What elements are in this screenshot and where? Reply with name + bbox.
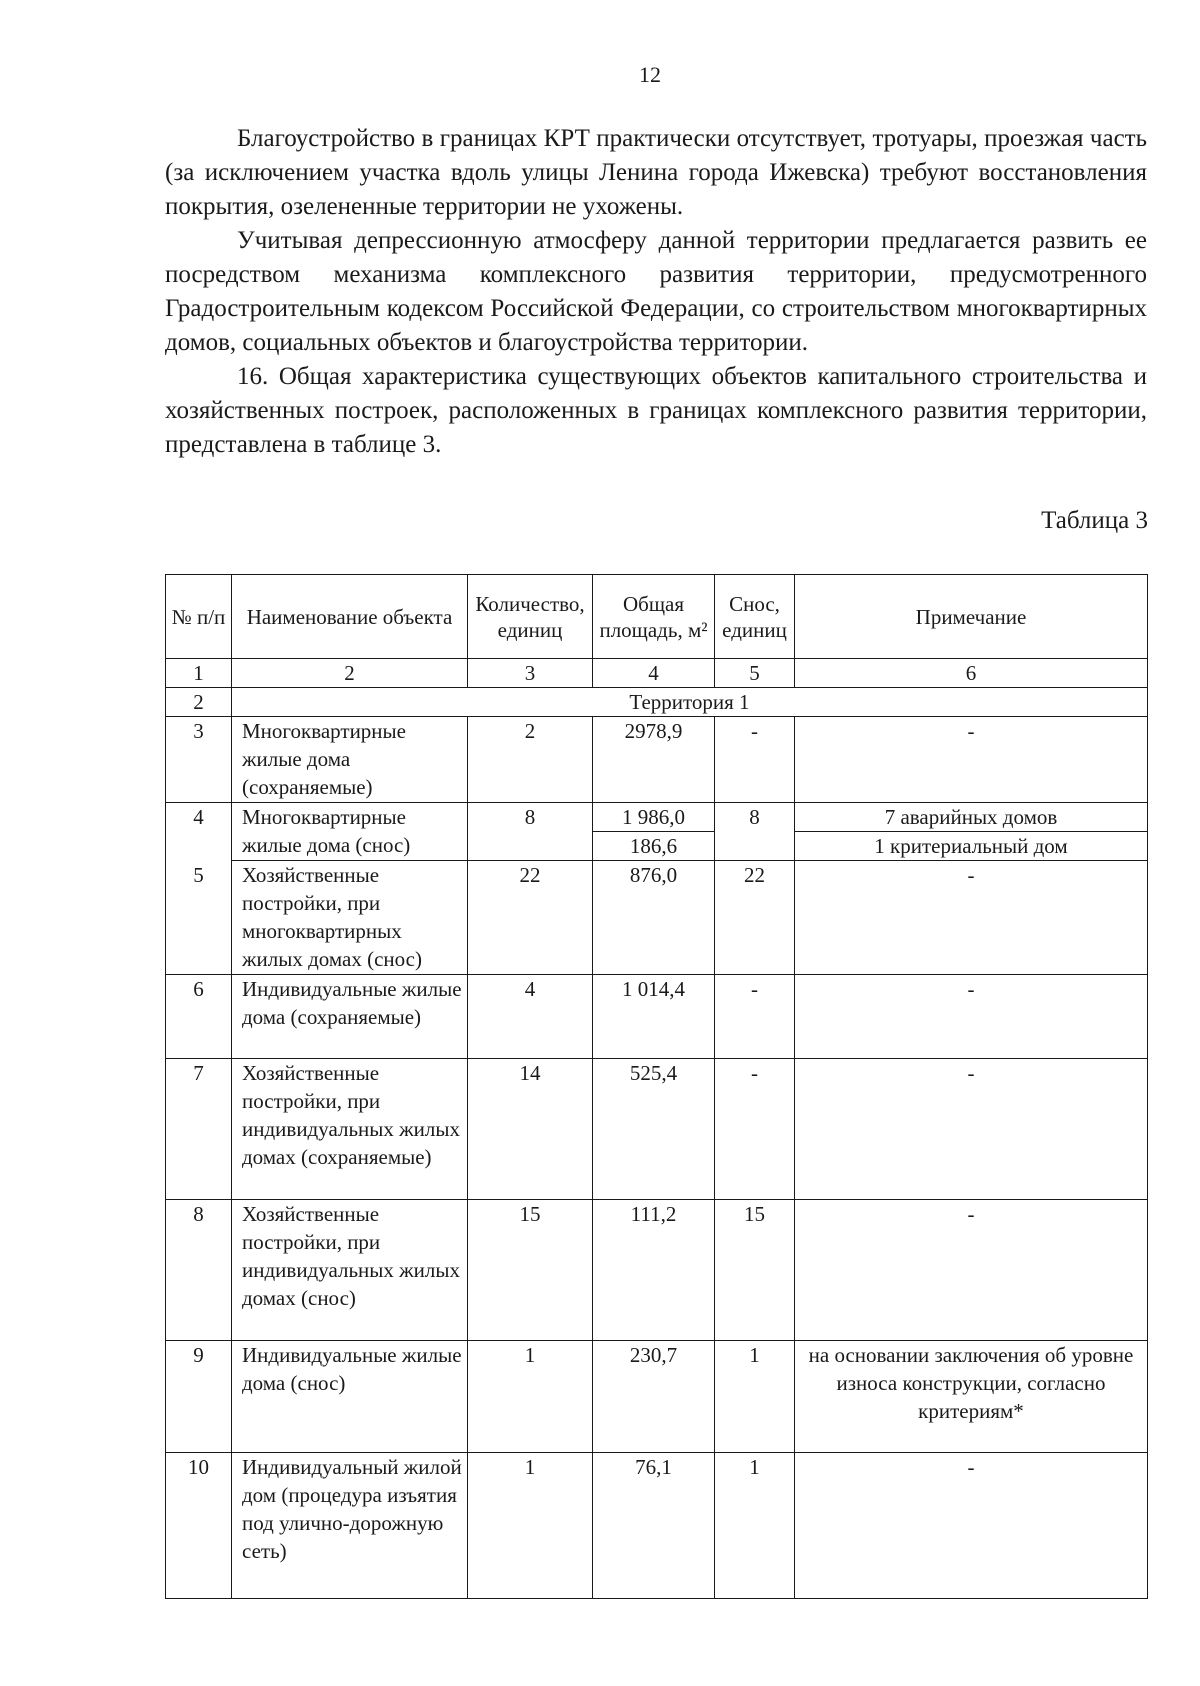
- header-area: Общая площадь, м²: [593, 575, 715, 659]
- header-demolition: Снос, единиц: [715, 575, 795, 659]
- row-num: 4: [166, 802, 232, 860]
- row-area: 186,6: [593, 831, 715, 860]
- header-row: [166, 575, 1148, 659]
- section-row: [166, 688, 1148, 717]
- row-note: -: [795, 717, 1148, 802]
- column-number: 4: [593, 659, 715, 688]
- row-demolition: 1: [715, 1453, 795, 1599]
- section-num: 2: [166, 688, 232, 717]
- row-area: 1 986,0: [593, 802, 715, 831]
- section-title: Территория 1: [232, 688, 1148, 717]
- table-row: [166, 802, 1148, 831]
- row-area: 876,0: [593, 861, 715, 975]
- row-count: 14: [468, 1059, 593, 1200]
- table-row: [166, 1199, 1148, 1340]
- paragraph-improvement: Благоустройство в границах КРТ практически отсутствует, тротуары, проезжая часть (за исключением участка вдоль улицы Ленина города Ижевска) требуют восстановления покрытия, озелененные территории не ухожены.: [165, 125, 1147, 220]
- table-row: [166, 1453, 1148, 1599]
- row-count: 4: [468, 974, 593, 1058]
- page-number: 12: [639, 62, 661, 87]
- row-name: Многоквартирные жилые дома (снос): [232, 802, 468, 860]
- paragraph-characteristics: 16. Общая характеристика существующих объектов капитального строительства и хозяйственных построек, расположенных в границах комплексного развития территории, представлена в таблице 3.: [165, 363, 1147, 458]
- header-note: Примечание: [795, 575, 1148, 659]
- row-note: 7 аварийных домов: [795, 802, 1148, 831]
- objects-table: [165, 574, 1148, 1599]
- column-number: 1: [166, 659, 232, 688]
- row-note: -: [795, 1059, 1148, 1200]
- row-count: 8: [468, 802, 593, 860]
- row-name: Индивидуальные жилые дома (снос): [232, 1340, 468, 1453]
- row-name: Хозяйственные постройки, при индивидуальных жилых домах (снос): [232, 1199, 468, 1340]
- row-note: -: [795, 861, 1148, 975]
- row-num: 5: [166, 861, 232, 975]
- row-note: 1 критериальный дом: [795, 831, 1148, 860]
- row-count: 1: [468, 1340, 593, 1453]
- row-demolition: -: [715, 1059, 795, 1200]
- row-area: 2978,9: [593, 717, 715, 802]
- row-num: 8: [166, 1199, 232, 1340]
- row-demolition: -: [715, 974, 795, 1058]
- table-caption: Таблица 3: [1041, 507, 1148, 534]
- row-note: -: [795, 1453, 1148, 1599]
- row-demolition: 15: [715, 1199, 795, 1340]
- row-note: -: [795, 974, 1148, 1058]
- row-area: 76,1: [593, 1453, 715, 1599]
- body-text: [165, 122, 1147, 462]
- row-name: Индивидуальные жилые дома (сохраняемые): [232, 974, 468, 1058]
- row-num: 3: [166, 717, 232, 802]
- row-note: на основании заключения об уровне износа конструкции, согласно критериям*: [795, 1340, 1148, 1453]
- row-demolition: 22: [715, 861, 795, 975]
- row-area: 525,4: [593, 1059, 715, 1200]
- row-count: 2: [468, 717, 593, 802]
- column-numbers-row: [166, 659, 1148, 688]
- row-area: 111,2: [593, 1199, 715, 1340]
- row-demolition: 8: [715, 802, 795, 860]
- header-num: № п/п: [166, 575, 232, 659]
- header-name: Наименование объекта: [232, 575, 468, 659]
- row-num: 6: [166, 974, 232, 1058]
- table-row: [166, 1340, 1148, 1453]
- column-number: 6: [795, 659, 1148, 688]
- row-count: 1: [468, 1453, 593, 1599]
- row-num: 9: [166, 1340, 232, 1453]
- row-demolition: 1: [715, 1340, 795, 1453]
- row-area: 230,7: [593, 1340, 715, 1453]
- row-demolition: -: [715, 717, 795, 802]
- row-note: -: [795, 1199, 1148, 1340]
- column-number: 3: [468, 659, 593, 688]
- table-row: [166, 1059, 1148, 1200]
- paragraph-development: Учитывая депрессионную атмосферу данной территории предлагается развить ее посредством механизма комплексного развития территории, предусмотренного Градостроительным кодексом Российской Федерации, со строительством многоквартирных домов, социальных объектов и благоустройства территории.: [165, 227, 1147, 356]
- row-num: 10: [166, 1453, 232, 1599]
- row-count: 22: [468, 861, 593, 975]
- row-name: Многоквартирные жилые дома (сохраняемые): [232, 717, 468, 802]
- row-name: Хозяйственные постройки, при многоквартирных жилых домах (снос): [232, 861, 468, 975]
- header-count: Количество, единиц: [468, 575, 593, 659]
- row-count: 15: [468, 1199, 593, 1340]
- row-name: Индивидуальный жилой дом (процедура изъятия под улично-дорожную сеть): [232, 1453, 468, 1599]
- row-name: Хозяйственные постройки, при индивидуальных жилых домах (сохраняемые): [232, 1059, 468, 1200]
- row-area: 1 014,4: [593, 974, 715, 1058]
- table-row: [166, 974, 1148, 1058]
- column-number: 2: [232, 659, 468, 688]
- column-number: 5: [715, 659, 795, 688]
- row-num: 7: [166, 1059, 232, 1200]
- table-row: [166, 717, 1148, 802]
- table-row: [166, 861, 1148, 975]
